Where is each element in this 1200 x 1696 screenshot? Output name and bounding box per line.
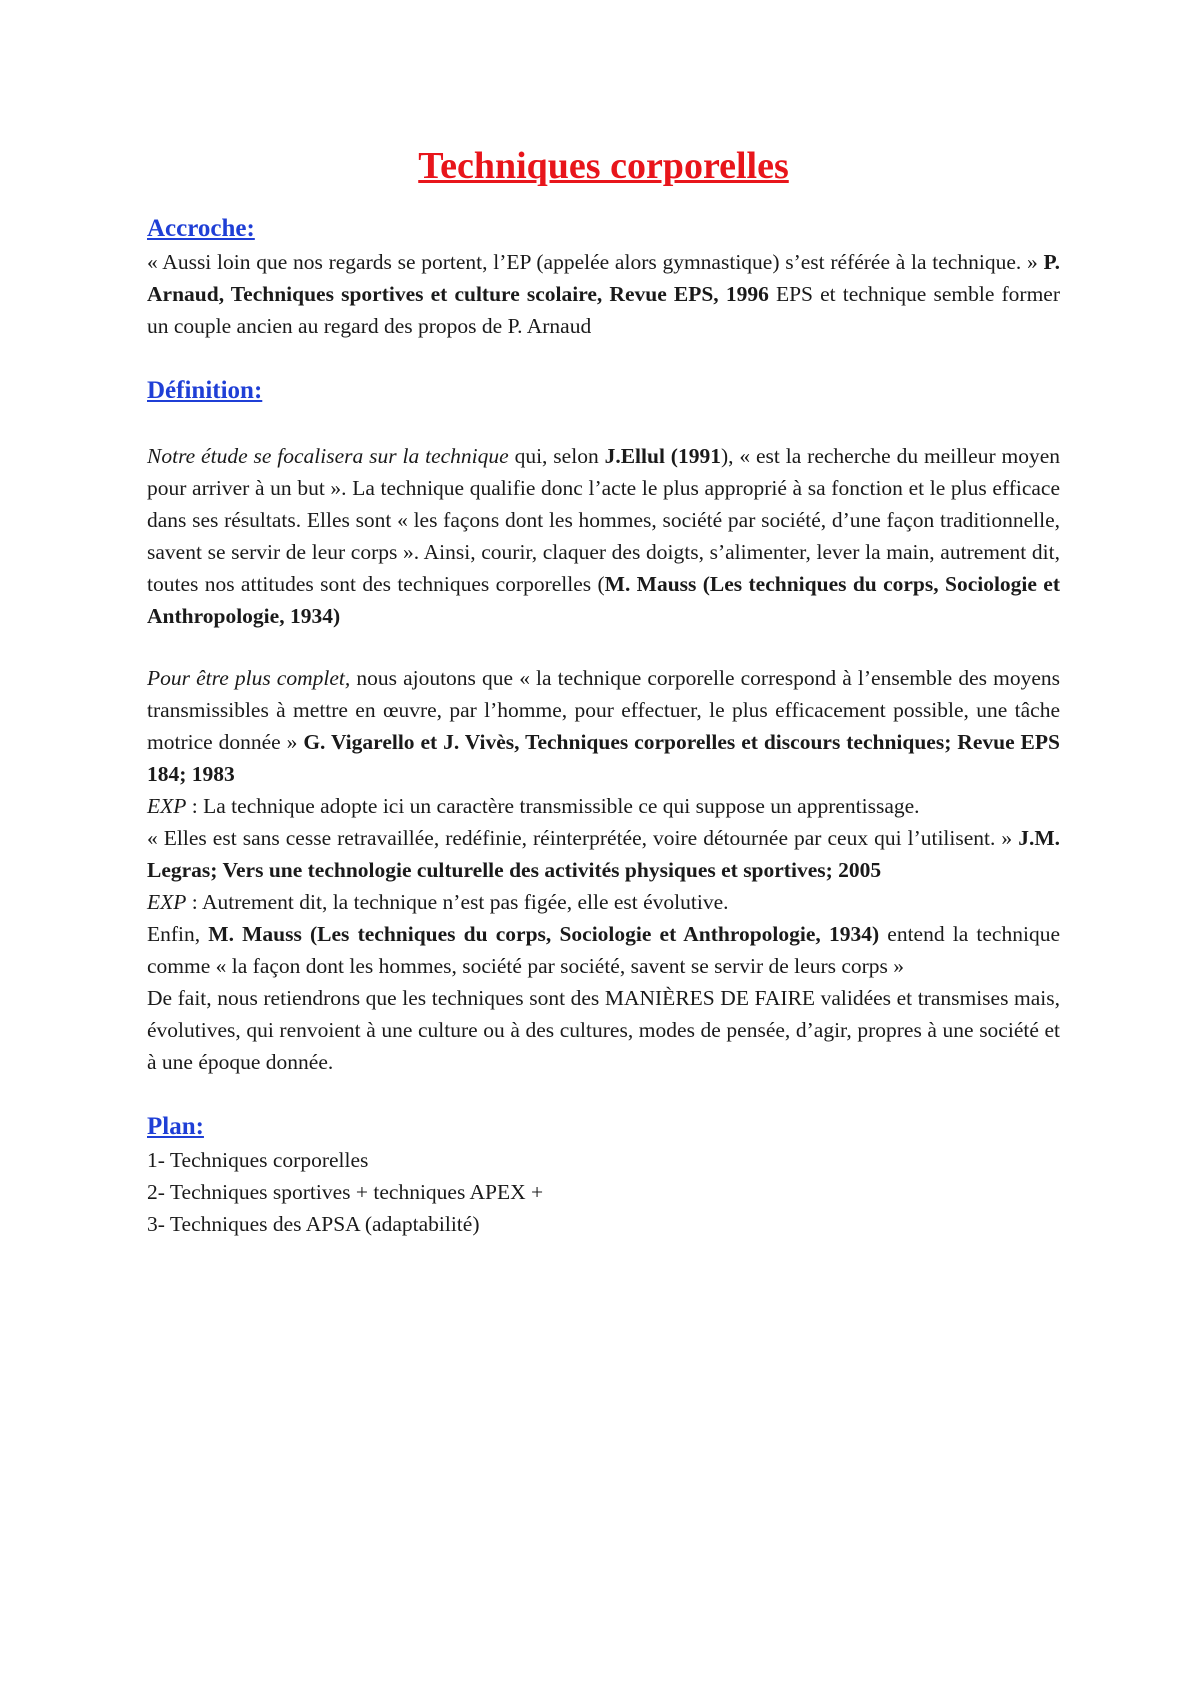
definition-paragraph-vigarello: Pour être plus complet, nous ajoutons que « la technique corporelle correspond à l’ensemble des moyens transmissibles à mettre en œuvre, par l’homme, pour effectuer, le plus efficacement possible, une tâche motrice donnée » G. Vigarello et J. Vivès, Techniques corporelles et discours techniques; Revue EPS 184; 1983: [147, 666, 1060, 786]
document-title: Techniques corporelles: [418, 145, 789, 187]
definition-paragraph-ellul: Notre étude se focalisera sur la technique qui, selon J.Ellul (1991), « est la recherche du meilleur moyen pour arriver à un but ». La technique qualifie donc l’acte le plus approprié à sa fonction et le plus efficace dans ses résultats. Elles sont « les façons dont les hommes, société par société, d’une façon traditionnelle, savent se servir de leur corps ». Ainsi, courir, claquer des doigts, s’alimenter, lever la main, autrement dit, toutes nos attitudes sont des techniques corporelles (M. Mauss (Les techniques du corps, Sociologie et Anthropologie, 1934): [147, 444, 1061, 628]
definition-paragraph-legras: « Elles est sans cesse retravaillée, redéfinie, réinterprétée, voire détournée par ceux qui l’utilisent. » J.M. Legras; Vers une technologie culturelle des activités physiques et sportives; 2005: [147, 826, 1060, 882]
list-item: 3- Techniques des APSA (adaptabilité): [147, 1212, 480, 1236]
heading-plan: Plan:: [147, 1113, 204, 1140]
definition-paragraph-conclusion: De fait, nous retiendrons que les techniques sont des MANIÈRES DE FAIRE validées et transmises mais, évolutives, qui renvoient à une culture ou à des cultures, modes de pensée, d’agir, propres à une société et à une époque donnée.: [147, 986, 1060, 1074]
citation-arnaud: P. Arnaud, Techniques sportives et culture scolaire, Revue EPS, 1996: [147, 250, 1060, 306]
accroche-paragraph: « Aussi loin que nos regards se portent, l’EP (appelée alors gymnastique) s’est référée à la technique. » P. Arnaud, Techniques sportives et culture scolaire, Revue EPS, 1996 EPS et technique semble former un couple ancien au regard des propos de P. Arnaud: [147, 250, 1060, 338]
citation-mauss-2: M. Mauss (Les techniques du corps, Sociologie et Anthropologie, 1934): [208, 922, 880, 946]
plan-list: [147, 1144, 1060, 1240]
exp-paragraph-1: EXP : La technique adopte ici un caractère transmissible ce qui suppose un apprentissage.: [147, 794, 920, 818]
list-item: 1- Techniques corporelles: [147, 1148, 369, 1172]
citation-mauss: M. Mauss (Les techniques du corps, Sociologie et Anthropologie, 1934): [147, 572, 1061, 628]
citation-legras: J.M. Legras; Vers une technologie culturelle des activités physiques et sportives; 2005: [147, 826, 1060, 882]
definition-paragraph-mauss: Enfin, M. Mauss (Les techniques du corps, Sociologie et Anthropologie, 1934) entend la technique comme « la façon dont les hommes, société par société, savent se servir de leurs corps »: [147, 922, 1060, 978]
list-item: 2- Techniques sportives + techniques APEX +: [147, 1180, 544, 1204]
heading-definition: Définition:: [147, 377, 263, 404]
document-page: [147, 142, 1060, 1240]
heading-accroche: Accroche:: [147, 215, 255, 242]
citation-ellul: J.Ellul (1991: [604, 444, 721, 468]
citation-vigarello: G. Vigarello et J. Vivès, Techniques corporelles et discours techniques; Revue EPS 184; 1983: [147, 730, 1060, 786]
exp-paragraph-2: EXP : Autrement dit, la technique n’est pas figée, elle est évolutive.: [147, 890, 729, 914]
